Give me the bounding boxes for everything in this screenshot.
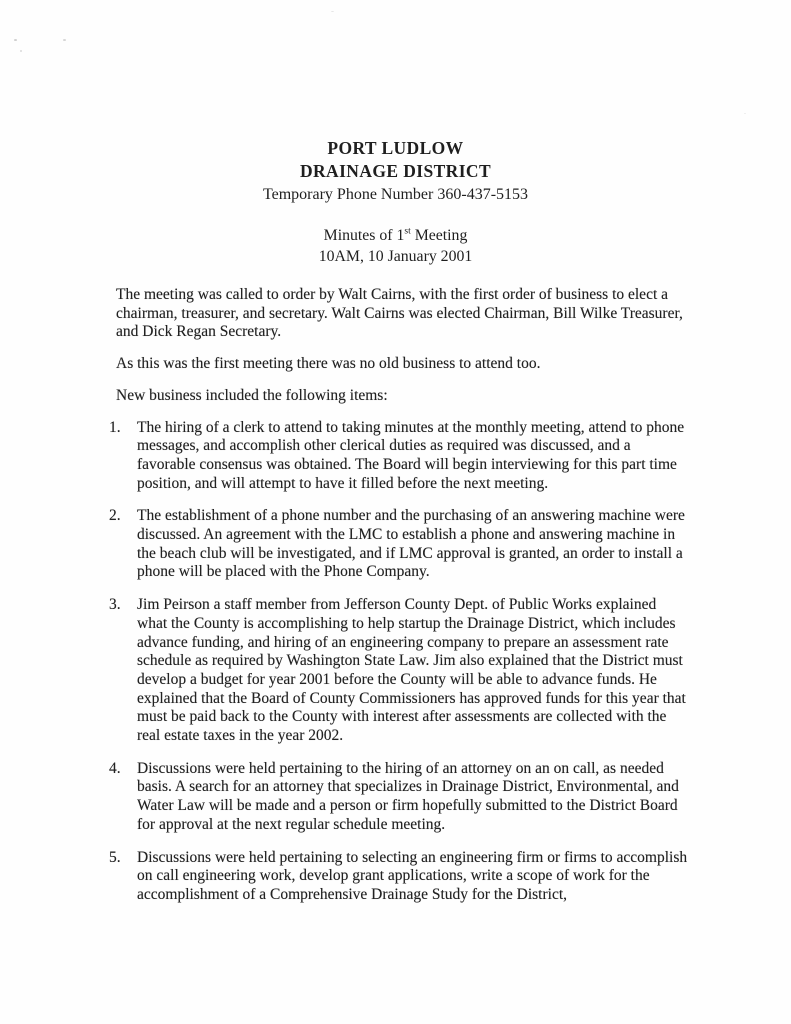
new-business-lead-paragraph: New business included the following items:: [116, 386, 388, 404]
document-header: [0, 137, 791, 267]
meeting-title-ordinal-superscript: st: [404, 226, 411, 237]
item-number: 5.: [109, 848, 121, 866]
item-number: 2.: [109, 507, 121, 525]
meeting-title-prefix: Minutes of 1: [323, 227, 405, 244]
item-text: The establishment of a phone number and the purchasing of an answering machine were discussed. An agreement with the LMC to establish a phone and answering machine in the beach club will be investigated, and if LMC approval is granted, an order to install a phone will be placed with the Phone Company.: [137, 507, 685, 581]
list-item: [109, 419, 690, 494]
scan-speck: [20, 50, 22, 52]
organization-name-line1: PORT LUDLOW: [327, 138, 464, 158]
item-text: Jim Peirson a staff member from Jefferson County Dept. of Public Works explained what the County is accomplishing to help startup the Drainage District, which includes advance funding, and hiring of an engineering company to prepare an assessment rate schedule as required by Washington State Law. Jim also explained that the District must develop a budget for year 2001 before the County will be able to advance funds. He explained that the Board of County Commissioners has approved funds for this year that must be paid back to the County with interest after assessments are collected with the real estate taxes in the year 2002.: [137, 596, 686, 745]
list-item: [109, 507, 690, 582]
scan-speck: [331, 11, 334, 12]
new-business-items-list: [109, 418, 690, 905]
old-business-paragraph: As this was the first meeting there was no old business to attend too.: [116, 355, 541, 373]
organization-name-line2: DRAINAGE DISTRICT: [299, 161, 492, 181]
list-item: [109, 760, 690, 835]
list-item: [109, 596, 690, 746]
document-body: [109, 286, 690, 905]
scan-speck: [63, 39, 66, 41]
call-to-order-paragraph: The meeting was called to order by Walt Cairns, with the first order of business to elect a chairman, treasurer, and secretary. Walt Cairns was elected Chairman, Bill Wilke Treasurer, and Dick Regan Secretary.: [116, 286, 683, 341]
meeting-title: [0, 226, 791, 247]
item-number: 4.: [109, 759, 121, 777]
list-item: [109, 849, 690, 905]
scan-speck: [14, 39, 17, 41]
temporary-phone-number-line: Temporary Phone Number 360-437-5153: [262, 186, 529, 203]
item-number: 1.: [109, 418, 121, 436]
item-text: Discussions were held pertaining to selecting an engineering firm or firms to accomplish on call engineering work, develop grant applications, write a scope of work for the accomplishment of a Comprehensive Drainage Study for the District,: [137, 848, 688, 903]
scan-speck: [744, 113, 746, 114]
item-text: The hiring of a clerk to attend to taking minutes at the monthly meeting, attend to phone messages, and accomplish other clerical duties as required was discussed, and a favorable consensus was obtained. The Board will begin interviewing for this part time position, and will attempt to have it filled before the next meeting.: [137, 418, 685, 492]
item-text: Discussions were held pertaining to the hiring of an attorney on an on call, as needed basis. A search for an attorney that specializes in Drainage District, Environmental, and Water Law will be made and a person or firm hopefully submitted to the District Board for approval at the next regular schedule meeting.: [137, 759, 679, 833]
item-number: 3.: [109, 596, 121, 614]
meeting-title-suffix: Meeting: [410, 227, 468, 244]
meeting-datetime: 10AM, 10 January 2001: [318, 247, 473, 265]
